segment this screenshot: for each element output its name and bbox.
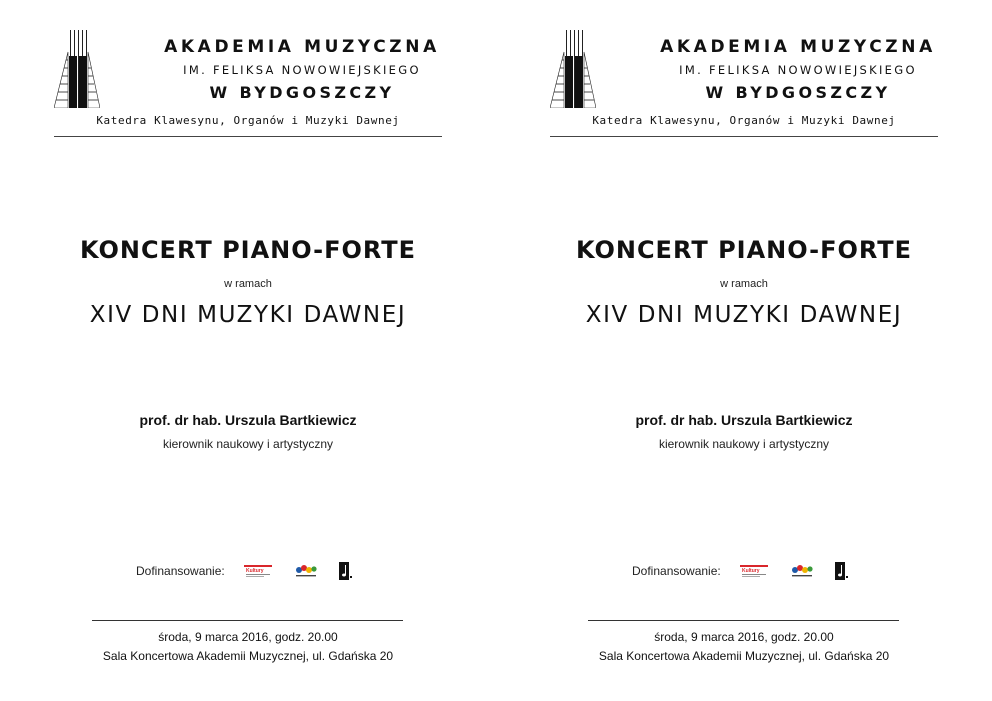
concert-connector: w ramach bbox=[224, 278, 272, 290]
funding-row bbox=[136, 563, 375, 579]
director-role: kierownik naukowy i artystyczny bbox=[658, 437, 830, 451]
funding-label: Dofinansowanie: bbox=[136, 564, 225, 578]
academy-name: AKADEMIA MUZYCZNA bbox=[164, 37, 440, 57]
poster-page-right bbox=[496, 0, 992, 701]
director-role: kierownik naukowy i artystyczny bbox=[162, 437, 334, 451]
concert-title: KONCERT PIANO-FORTE bbox=[575, 236, 913, 264]
music-sponsor-logo-icon bbox=[835, 562, 849, 580]
city-sponsor-logo-icon bbox=[295, 564, 317, 578]
culture-sponsor-logo-icon bbox=[739, 564, 769, 578]
concert-title: KONCERT PIANO-FORTE bbox=[79, 236, 417, 264]
concert-connector: w ramach bbox=[720, 278, 768, 290]
department-name: Katedra Klawesynu, Organów i Muzyki Dawnej bbox=[592, 114, 896, 127]
header-divider bbox=[54, 136, 442, 137]
department-name: Katedra Klawesynu, Organów i Muzyki Dawnej bbox=[96, 114, 400, 127]
academy-city: W BYDGOSZCZY bbox=[209, 83, 395, 102]
city-sponsor-logo-icon bbox=[791, 564, 813, 578]
academy-logo-icon bbox=[54, 30, 100, 108]
sponsor-culture-text: Kultury bbox=[741, 568, 760, 574]
director-name: prof. dr hab. Urszula Bartkiewicz bbox=[635, 412, 853, 428]
culture-sponsor-logo-icon bbox=[243, 564, 273, 578]
event-venue: Sala Koncertowa Akademii Muzycznej, ul. Gdańska 20 bbox=[102, 649, 394, 663]
footer-divider bbox=[588, 620, 899, 621]
music-sponsor-logo-icon bbox=[339, 562, 353, 580]
academy-logo-icon bbox=[550, 30, 596, 108]
funding-row bbox=[632, 563, 871, 579]
header-divider bbox=[550, 136, 938, 137]
academy-name: AKADEMIA MUZYCZNA bbox=[660, 37, 936, 57]
sponsor-culture-text: Kultury bbox=[245, 568, 264, 574]
event-date: środa, 9 marca 2016, godz. 20.00 bbox=[158, 630, 338, 644]
event-venue: Sala Koncertowa Akademii Muzycznej, ul. Gdańska 20 bbox=[598, 649, 890, 663]
event-title: XIV DNI MUZYKI DAWNEJ bbox=[585, 302, 903, 328]
footer-divider bbox=[92, 620, 403, 621]
event-date: środa, 9 marca 2016, godz. 20.00 bbox=[654, 630, 834, 644]
director-name: prof. dr hab. Urszula Bartkiewicz bbox=[139, 412, 357, 428]
event-title: XIV DNI MUZYKI DAWNEJ bbox=[89, 302, 407, 328]
academy-city: W BYDGOSZCZY bbox=[705, 83, 891, 102]
academy-patron: IM. FELIKSA NOWOWIEJSKIEGO bbox=[183, 63, 421, 77]
academy-patron: IM. FELIKSA NOWOWIEJSKIEGO bbox=[679, 63, 917, 77]
funding-label: Dofinansowanie: bbox=[632, 564, 721, 578]
